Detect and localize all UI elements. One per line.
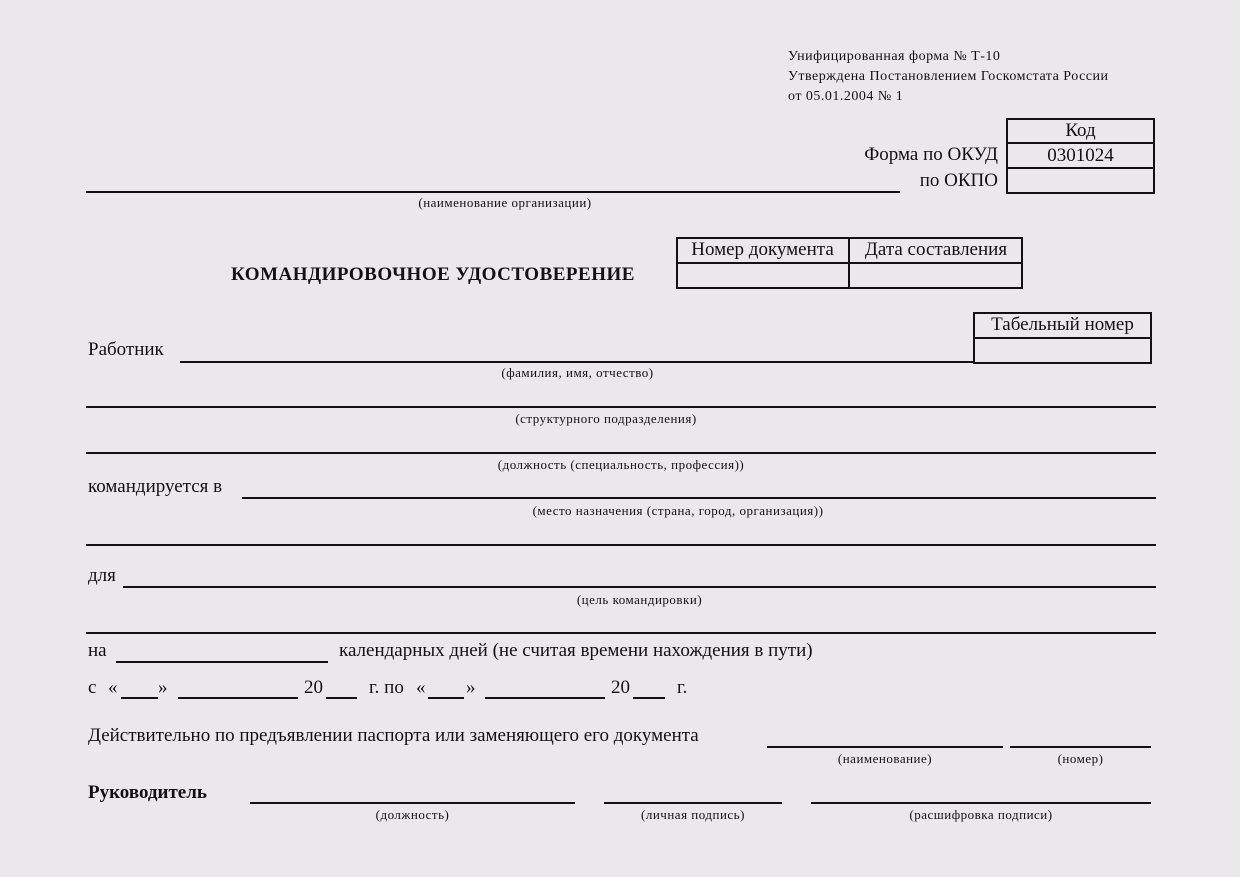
okpo-label: по ОКПО <box>919 170 998 191</box>
date-to-quote-close: » <box>466 677 476 698</box>
head-position-caption: (должность) <box>375 807 450 822</box>
head-position-line[interactable] <box>250 802 575 804</box>
date-to-year-prefix: 20 <box>611 677 630 698</box>
date-to-month-line[interactable] <box>485 697 605 699</box>
head-decoding-line[interactable] <box>811 802 1151 804</box>
date-to-day-line[interactable] <box>428 697 464 699</box>
date-from-day-line[interactable] <box>121 697 158 699</box>
form-header-line1: Унифицированная форма № Т-10 <box>788 49 1001 64</box>
form-header-line2: Утверждена Постановлением Госкомстата России <box>788 69 1109 84</box>
duration-label: на <box>88 640 107 661</box>
validity-doc-name-line[interactable] <box>767 746 1003 748</box>
date-from-label: с <box>88 677 97 698</box>
worker-name-line[interactable] <box>180 361 975 363</box>
head-label: Руководитель <box>88 782 207 803</box>
purpose-caption: (цель командировки) <box>576 592 703 607</box>
date-from-year-prefix: 20 <box>304 677 323 698</box>
department-caption: (структурного подразделения) <box>515 411 697 426</box>
okud-label: Форма по ОКУД <box>864 144 998 165</box>
tab-number-header: Табельный номер <box>991 314 1134 335</box>
destination-caption: (место назначения (страна, город, организация)) <box>532 503 824 518</box>
date-to-label: г. по <box>369 677 404 698</box>
date-from-month-line[interactable] <box>178 697 298 699</box>
duration-text: календарных дней (не считая времени нахождения в пути) <box>339 640 813 661</box>
date-to-year-line[interactable] <box>633 697 665 699</box>
date-from-year-line[interactable] <box>326 697 357 699</box>
validity-number-caption: (номер) <box>1057 751 1104 766</box>
tab-number-value[interactable] <box>973 339 1152 363</box>
destination-label: командируется в <box>88 476 223 497</box>
form-header-line3: от 05.01.2004 № 1 <box>788 89 904 104</box>
duration-days-line[interactable] <box>116 661 328 663</box>
worker-label: Работник <box>88 339 164 360</box>
validity-name-caption: (наименование) <box>837 751 933 766</box>
doc-date-header: Дата составления <box>864 239 1008 260</box>
kod-header: Код <box>1065 120 1096 141</box>
okpo-value[interactable] <box>1006 169 1155 193</box>
destination-line-2[interactable] <box>86 544 1156 546</box>
document-title: КОМАНДИРОВОЧНОЕ УДОСТОВЕРЕНИЕ <box>231 264 635 285</box>
form-header <box>788 47 1109 107</box>
okud-value: 0301024 <box>1047 145 1114 166</box>
validity-doc-number-line[interactable] <box>1010 746 1151 748</box>
destination-line[interactable] <box>242 497 1156 499</box>
position-caption: (должность (специальность, профессия)) <box>497 457 745 472</box>
head-decoding-caption: (расшифровка подписи) <box>909 807 1053 822</box>
validity-text: Действительно по предъявлении паспорта или заменяющего его документа <box>88 725 699 746</box>
organization-caption: (наименование организации) <box>418 195 592 210</box>
purpose-line-2[interactable] <box>86 632 1156 634</box>
doc-number-header: Номер документа <box>691 239 834 260</box>
head-signature-caption: (личная подпись) <box>641 807 745 822</box>
worker-name-caption: (фамилия, имя, отчество) <box>501 365 654 380</box>
purpose-label: для <box>88 565 116 586</box>
head-signature-line[interactable] <box>604 802 782 804</box>
date-from-quote-open: « <box>108 677 118 698</box>
date-from-quote-close: » <box>158 677 168 698</box>
department-line[interactable] <box>86 406 1156 408</box>
doc-number-value[interactable] <box>676 264 849 288</box>
purpose-line[interactable] <box>123 586 1156 588</box>
doc-date-value[interactable] <box>849 264 1023 288</box>
date-to-year-suffix: г. <box>677 677 688 698</box>
position-line[interactable] <box>86 452 1156 454</box>
date-to-quote-open: « <box>416 677 426 698</box>
organization-line[interactable] <box>86 191 900 193</box>
